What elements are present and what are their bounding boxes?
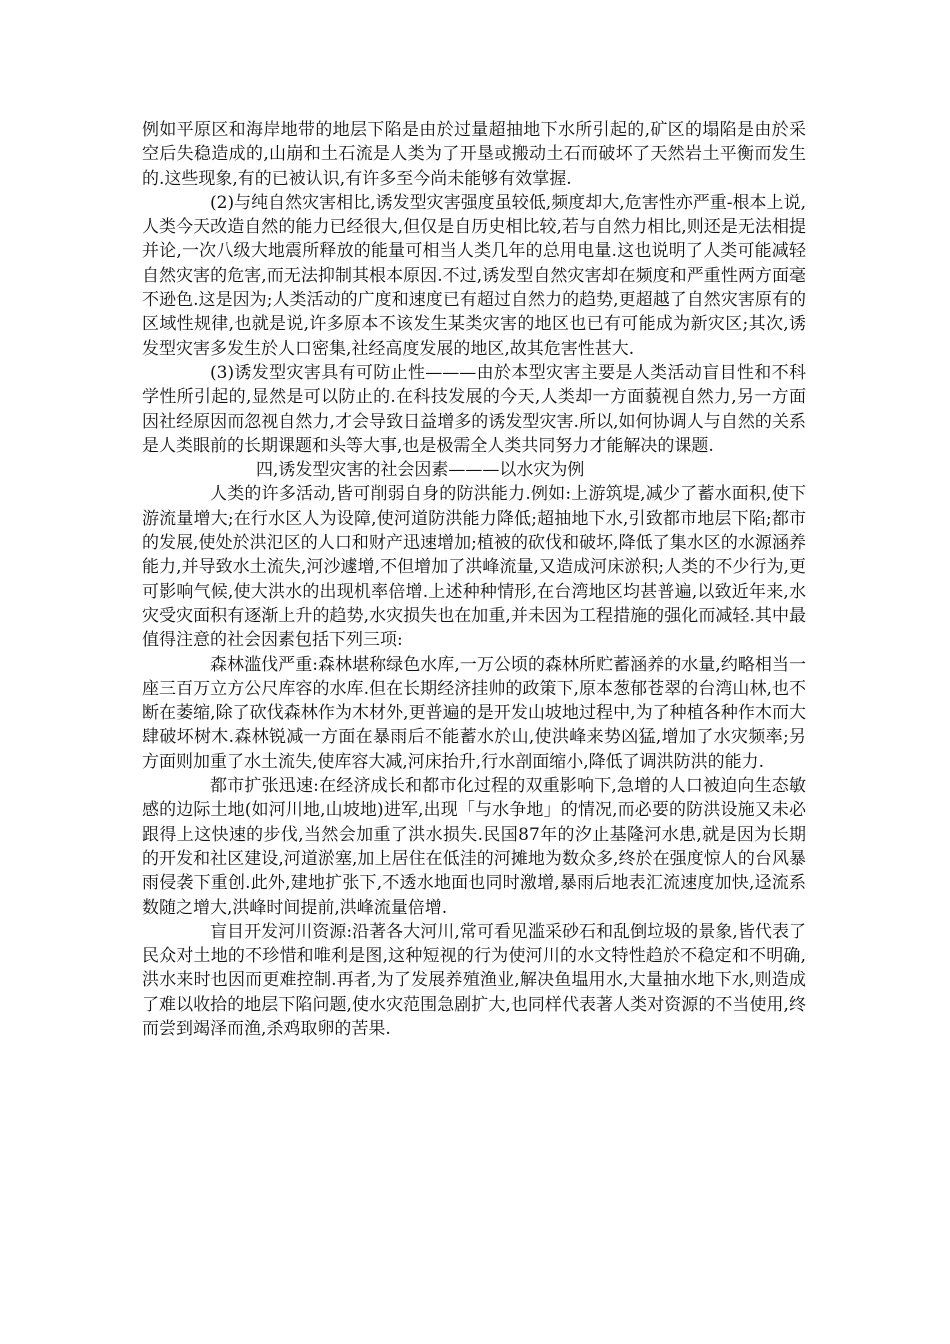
paragraph-river-development: 盲目开发河川资源:沿著各大河川,常可看见滥采砂石和乱倒垃圾的景象,皆代表了民众对土地的不珍惜和唯利是图,这种短视的行为使河川的水文特性趋於不稳定和不明确,洪水来时也因而更难控制.再者,为了发展养殖渔业,解决鱼塭用水,大量抽水地下水,则造成了难以收拾的地层下陷问题,使水灾范围急剧扩大,也同样代表著人类对资源的不当使用,终而尝到竭泽而渔,杀鸡取卵的苦果. <box>142 921 806 1039</box>
paragraph-human-activities: 人类的许多活动,皆可削弱自身的防洪能力.例如:上游筑堤,减少了蓄水面积,使下游流量增大;在行水区人为设障,使河道防洪能力降低;超抽地下水,引致都市地层下陷;都市的发展,使处於洪氾区的人口和财产迅速增加;植被的砍伐和破坏,降低了集水区的水源涵养能力,并导致水土流失,河沙遽增,不但增加了洪峰流量,又造成河床淤积;人类的不少行为,更可影响气候,使大洪水的出现机率倍增.上述种种情形,在台湾地区均甚普遍,以致近年来,水灾受灾面积有逐渐上升的趋势,水灾损失也在加重,并未因为工程措施的强化而减轻.其中最值得注意的社会因素包括下列三项: <box>142 484 806 651</box>
document-body <box>142 118 806 1041</box>
paragraph-point-2: (2)与纯自然灾害相比,诱发型灾害强度虽较低,频度却大,危害性亦严重-根本上说,人类今天改造自然的能力已经很大,但仅是自历史相比较,若与自然力相比,则还是无法相提并论,一次八级大地震所释放的能量可相当人类几年的总用电量.这也说明了人类可能减轻自然灾害的危害,而无法抑制其根本原因.不过,诱发型自然灾害却在频度和严重性两方面毫不逊色.这是因为;人类活动的广度和速度已有超过自然力的趋势,更超越了自然灾害原有的区域性规律,也就是说,许多原本不该发生某类灾害的地区也已有可能成为新灾区;其次,诱发型灾害多发生於人口密集,社经高度发展的地区,故其危害性甚大. <box>142 192 806 359</box>
paragraph-urban-expansion: 都市扩张迅速:在经济成长和都市化过程的双重影响下,急增的人口被迫向生态敏感的边际土地(如河川地,山坡地)进军,出现「与水争地」的情况,而必要的防洪设施又未必跟得上这快速的步伐,当然会加重了洪水损失.民国87年的汐止基隆河水患,就是因为长期的开发和社区建设,河道淤塞,加上居住在低洼的河摊地为数众多,终於在强度惊人的台风暴雨侵袭下重创.此外,建地扩张下,不透水地面也同时激增,暴雨后地表汇流速度加快,迳流系数随之增大,洪峰时间提前,洪峰流量倍增. <box>142 776 806 918</box>
paragraph-point-3: (3)诱发型灾害具有可防止性———由於本型灾害主要是人类活动盲目性和不科学性所引起的,显然是可以防止的.在科技发展的今天,人类却一方面藐视自然力,另一方面因社经原因而忽视自然力,才会导致日益增多的诱发型灾害.所以,如何协调人与自然的关系是人类眼前的长期课题和头等大事,也是极需全人类共同努力才能解决的课题. <box>142 362 806 456</box>
section-heading-four: 四,诱发型灾害的社会因素———以水灾为例 <box>256 460 585 481</box>
paragraph-continued-land-subsidence: 例如平原区和海岸地带的地层下陷是由於过量超抽地下水所引起的,矿区的塌陷是由於采空后失稳造成的,山崩和土石流是人类为了开垦或搬动土石而破坏了天然岩土平衡而发生的.这些现象,有的已被认识,有许多至今尚未能够有效掌握. <box>142 120 806 189</box>
paragraph-deforestation: 森林滥伐严重:森林堪称绿色水库,一万公顷的森林所贮蓄涵养的水量,约略相当一座三百万立方公尺库容的水库.但在长期经济挂帅的政策下,原本葱郁苍翠的台湾山林,也不断在萎缩,除了砍伐森林作为木材外,更普遍的是开发山坡地过程中,为了种植各种作木而大肆破坏树木.森林锐减一方面在暴雨后不能蓄水於山,使洪峰来势凶猛,增加了水灾频率;另方面则加重了水土流失,使库容大减,河床抬升,行水剖面缩小,降低了调洪防洪的能力. <box>142 654 806 772</box>
